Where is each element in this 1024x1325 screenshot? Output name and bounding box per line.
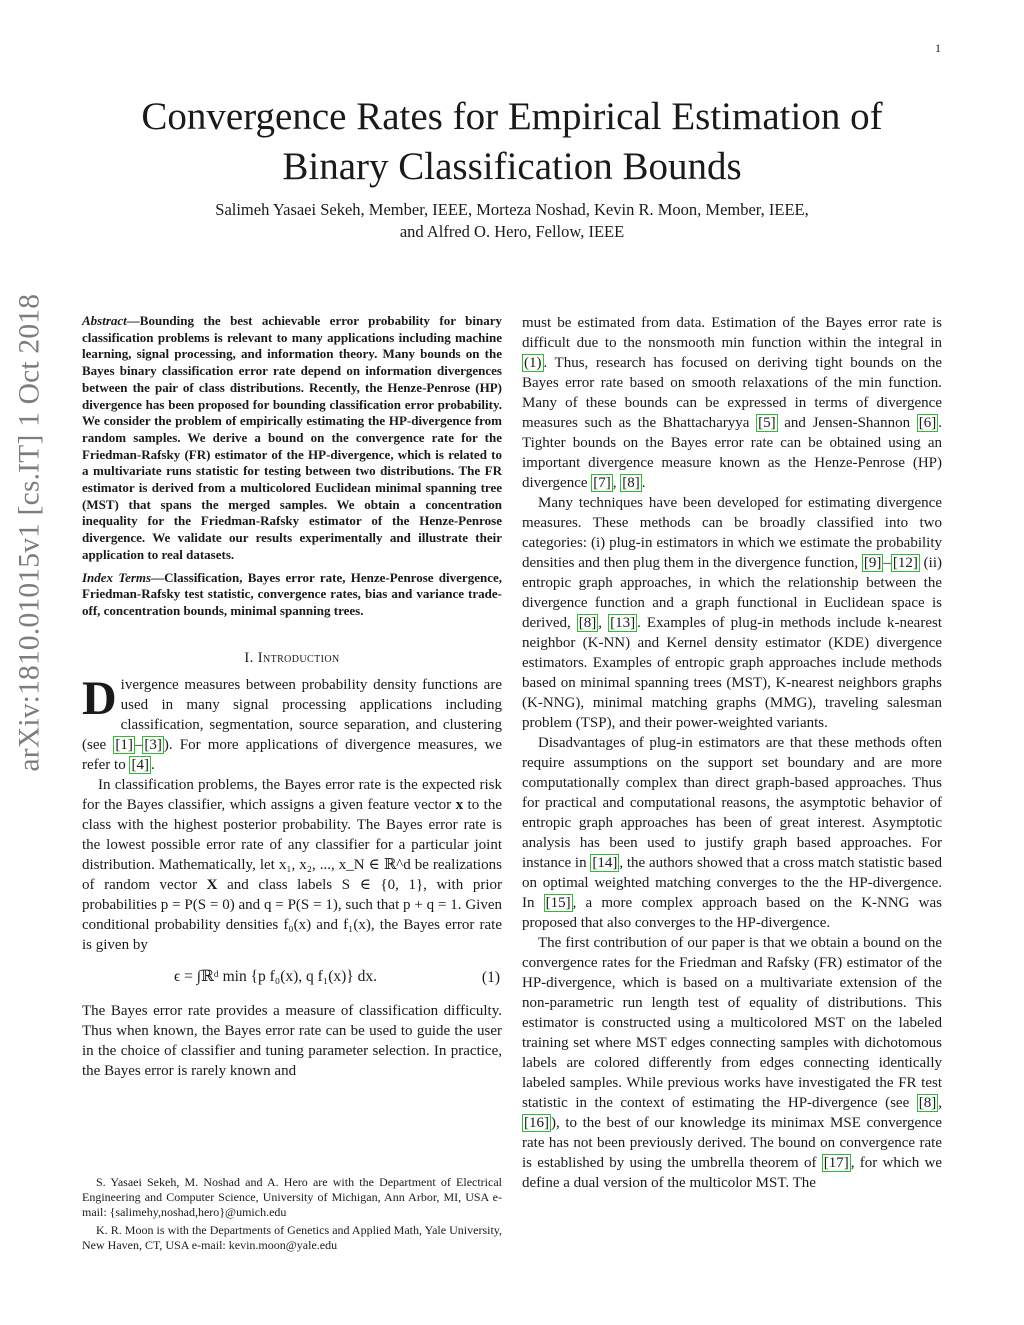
right-column (522, 313, 942, 1193)
abstract-label: Abstract (82, 313, 127, 328)
right-p2-text-c: . Examples of plug-in methods include k-nearest neighbor (K-NN) and Kernel density estimator (KDE) divergence estimators. Examples of entropic graph approaches include methods based on minimal spanning trees (MST), K-nearest neighbors graphs (K-NNG), minimal matching graphs (MMG), traveling salesman problem (TSP), and their power-weighted variants. (522, 615, 942, 731)
citation-link-7[interactable]: [7] (593, 475, 611, 491)
footnotes (82, 1175, 502, 1256)
arxiv-identifier-stamp: arXiv:1810.01015v1 [cs.IT] 1 Oct 2018 (13, 293, 46, 772)
citation-link-1[interactable]: [1] (115, 736, 133, 753)
intro-p1-text-a: ivergence measures between probability density functions are used in many signal processing applications including classification, segmentation, source separation, and clustering (see (82, 676, 502, 753)
citation-link-6[interactable]: [6] (918, 415, 937, 431)
intro-p2-text-b: to the class with the highest posterior probability. The Bayes error rate is the lowest possible error rate of any classifier for a particular joint distribution. Mathematically, let (82, 796, 502, 873)
citation-separator: , (938, 1095, 942, 1111)
section-number: I. (244, 649, 254, 666)
intro-paragraph-3: The Bayes error rate provides a measure of classification difficulty. Thus when known, the Bayes error rate can be used to guide the user in the choice of classifier and tuning parameter selection. In practice, the Bayes error is rarely known and (82, 1002, 502, 1079)
intro-p2-text-d: and class labels S ∈ {0, 1}, with prior probabilities p = P(S = 0) and q = P(S = 1), such that p + q = 1. Given conditional probability densities f₀(x) and f₁(x), the Bayes error rate is given by (82, 876, 502, 953)
title-line-1: Convergence Rates for Empirical Estimation of (141, 95, 883, 138)
footnote-affiliation-2: K. R. Moon is with the Departments of Genetics and Applied Math, Yale University, New Haven, CT, USA e-mail: kevin.moon@yale.edu (82, 1223, 502, 1252)
equation-number: (1) (481, 968, 500, 986)
left-column (82, 313, 502, 1081)
citation-link-17[interactable]: [17] (823, 1155, 849, 1171)
citation-link-8[interactable]: [8] (578, 615, 597, 631)
citation-link-14[interactable]: [14] (592, 855, 618, 871)
drop-cap: D (82, 671, 117, 725)
citation-range-dash: – (883, 555, 891, 571)
right-p2-text-b: (ii) entropic graph approaches, in which the relationship between the divergence function and a graph functional in Euclidean space is derived, (522, 555, 943, 631)
right-p4-text-a: The first contribution of our paper is that we obtain a bound on the convergence rates for the Friedman and Rafsky (FR) estimator of the HP-divergence, which is based on a multivariate extension of the non-parametric run length test of equality of distributions. This estimator is constructed using a multicolored MST on the labeled training set where MST edges connecting samples with dichotomous labels are colored differently from edges connecting identically labeled samples. While previous works have investigated the FR test statistic in the context of estimating the HP-divergence (see (522, 935, 942, 1111)
citation-separator: , (612, 475, 621, 491)
citation-link-3[interactable]: [3] (144, 736, 162, 753)
citation-link-8[interactable]: [8] (622, 475, 640, 491)
section-title: Introduction (257, 649, 340, 666)
right-p2-text-a: Many techniques have been developed for estimating divergence measures. These methods can be broadly classified into two categories: (i) plug-in estimators in which we estimate the probability densities and then plug them in the divergence function, (522, 495, 942, 571)
citation-link-5[interactable]: [5] (758, 415, 776, 431)
authors-line-2: and Alfred O. Hero, Fellow, IEEE (399, 222, 625, 241)
intro-p1-text-b: ). For more applications of divergence measures, we refer to (82, 736, 502, 773)
abstract-text: —Bounding the best achievable error probability for binary classification problems is relevant to many applications including machine learning, signal processing, and information theory. Many bounds on the Bayes binary classification error rate depend on information divergences between the pair of class distributions. Recently, the Henze-Penrose (HP) divergence has been proposed for bounding classification error probability. We consider the problem of empirically estimating the HP-divergence from random samples. We derive a bound on the convergence rate for the Friedman-Rafsky (FR) estimator of the HP-divergence, which is related to a multivariate runs statistic for testing between two distributions. The FR estimator is derived from a multicolored Euclidean minimal spanning tree (MST) that spans the merged samples. We obtain a concentration inequality for the Friedman-Rafsky estimator of the Henze-Penrose divergence. We validate our results experimentally and illustrate their application to real datasets. (82, 313, 502, 562)
right-p4-text-c: , for which we define a dual version of the multicolor MST. The (522, 1155, 942, 1191)
citation-link-4[interactable]: [4] (131, 756, 149, 773)
intro-paragraph-1 (82, 671, 502, 775)
right-p3-text-a: Disadvantages of plug-in estimators are that these methods often require assumptions on the support set boundary and are more computationally complex than direct graph-based approaches. Thus for practical and computational reasons, the asymptotic behavior of entropic graph approaches has been of great interest. Asymptotic analysis has been used to justify graph based approaches. For instance in (522, 735, 942, 871)
page-number: 1 (935, 41, 941, 55)
sample-vectors-expression: x₁, x₂, ..., x_N ∈ ℝ^d (278, 856, 411, 873)
citation-link-15[interactable]: [15] (545, 895, 571, 911)
abstract (82, 313, 502, 564)
citation-link-8[interactable]: [8] (918, 1095, 937, 1111)
author-list (80, 199, 944, 243)
footnote-affiliation-1: S. Yasaei Sekeh, M. Noshad and A. Hero are with the Department of Electrical Engineering and Computer Science, University of Michigan, Ann Arbor, MI, USA e-mail: {salimehy,noshad,hero}@umich.edu (82, 1175, 502, 1219)
citation-link-13[interactable]: [13] (610, 615, 636, 631)
right-p1-text-d: . Tighter bounds on the Bayes error rate can be obtained using an important divergence measure known as the Henze-Penrose (HP) divergence (522, 415, 942, 491)
index-terms-text: —Classification, Bayes error rate, Henze-Penrose divergence, Friedman-Rafsky test statistic, convergence rates, bias and variance trade-off, concentration bounds, minimal spanning trees. (82, 569, 502, 618)
intro-p2-text-a: In classification problems, the Bayes error rate is the expected risk for the Bayes classifier, which assigns a given feature vector (82, 776, 502, 813)
intro-paragraph-2 (82, 775, 502, 955)
random-vector-symbol: X (206, 876, 218, 893)
right-paragraph-4 (522, 933, 942, 1193)
paper-title (80, 92, 944, 192)
right-p4-text-b: ), to the best of our knowledge its minimax MSE convergence rate has not been previously derived. The bound on convergence rate is established by using the umbrella theorem of (522, 1115, 942, 1171)
intro-p2-text-c: be realizations of random vector (82, 856, 502, 893)
bayes-error-equation: ϵ = ∫ℝᵈ min {p f₀(x), q f₁(x)} dx. (174, 967, 377, 985)
index-terms-label: Index Terms (82, 569, 152, 585)
right-p1-text-a: must be estimated from data. Estimation of the Bayes error rate is difficult due to the nonsmooth min function within the integral in (522, 315, 942, 351)
right-paragraph-1 (522, 313, 942, 493)
citation-link-16[interactable]: [16] (524, 1115, 549, 1131)
citation-range-dash: – (134, 736, 143, 753)
equation-1 (82, 961, 502, 997)
intro-p1-text-c: . (150, 756, 155, 773)
right-paragraph-3 (522, 733, 942, 933)
section-heading-introduction (82, 650, 502, 667)
title-line-2: Binary Classification Bounds (282, 145, 742, 188)
right-p3-text-c: , a more complex approach based on the K-NNG was proposed that also converges to the HP-divergence. (522, 895, 942, 931)
right-p3-text-b: , the authors showed that a cross match statistic based on optimal weighted matching converges to the the HP-divergence. In (522, 855, 942, 911)
right-p1-text-b: . Thus, research has focused on deriving tight bounds on the Bayes error rate based on smooth relaxations of the min function. Many of these bounds can be expressed in terms of divergence measures such as the Bhattacharyya (522, 355, 942, 431)
citation-separator: , (598, 615, 609, 631)
feature-vector-symbol: x (455, 796, 464, 813)
equation-reference-1[interactable]: (1) (524, 355, 542, 371)
citation-link-12[interactable]: [12] (892, 555, 918, 571)
sentence-end: . (641, 475, 646, 491)
citation-link-9[interactable]: [9] (863, 555, 882, 571)
right-paragraph-2 (522, 493, 942, 733)
authors-line-1: Salimeh Yasaei Sekeh, Member, IEEE, Morteza Noshad, Kevin R. Moon, Member, IEEE, (215, 200, 809, 219)
index-terms (82, 570, 502, 620)
right-p1-text-c: and Jensen-Shannon (777, 415, 917, 431)
